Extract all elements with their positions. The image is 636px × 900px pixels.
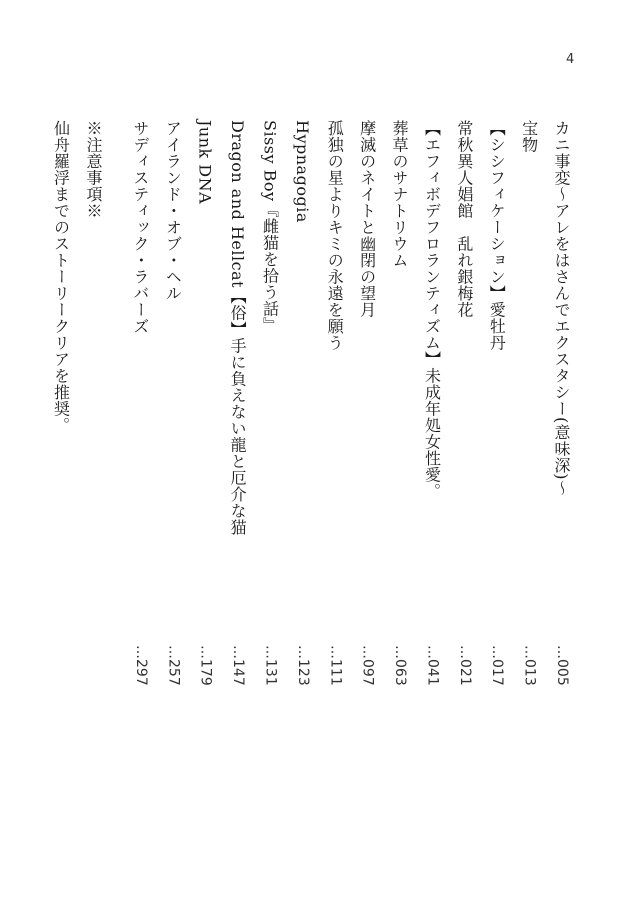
toc-entry-page: …097 — [359, 645, 376, 686]
toc-note-text: ※注意事項※ — [83, 120, 103, 219]
toc-entry — [192, 120, 218, 720]
toc-entry-title: Dragon and Hellcat【俗】手に負えない龍と厄介な猫 — [228, 120, 248, 536]
toc-entry-page: …131 — [262, 645, 279, 686]
toc-entry — [127, 120, 153, 720]
toc-entry-title: 【エフィボデフロランティズム】未成年処女性愛。 — [422, 120, 442, 500]
toc-entry-title: Hypnagogia — [292, 120, 312, 223]
toc-note — [80, 120, 106, 720]
toc-entry-page: …017 — [489, 645, 506, 686]
table-of-contents — [48, 120, 574, 720]
toc-entry-page: …147 — [230, 645, 247, 686]
toc-entry — [516, 120, 542, 720]
toc-entry — [354, 120, 380, 720]
toc-entry-title: Junk DNA — [195, 120, 215, 205]
toc-entry — [386, 120, 412, 720]
toc-entry-page: …123 — [294, 645, 311, 686]
toc-entry-title: 常秋異人娼館 乱れ銀梅花 — [454, 120, 474, 318]
toc-entry-title: サディスティック・ラバーズ — [130, 120, 150, 335]
toc-entry — [257, 120, 283, 720]
spacer — [113, 120, 121, 720]
toc-entry-title: 葬草のサナトリウム — [390, 120, 410, 269]
toc-entry — [419, 120, 445, 720]
toc-entry-title: 孤独の星よりキミの永遠を願う — [325, 120, 345, 351]
toc-entry — [160, 120, 186, 720]
toc-note-text: 仙舟羅浮までのストーリークリアを推奨。 — [51, 120, 71, 434]
toc-entry-page: …013 — [521, 645, 538, 686]
toc-entry — [451, 120, 477, 720]
toc-entry-title: カニ事変〜アレをはさんでエクスタシー(意味深)〜 — [552, 120, 571, 497]
page-number: 4 — [566, 52, 575, 67]
toc-entry-title: 摩滅のネイトと幽閉の望月 — [357, 120, 377, 318]
toc-entry — [483, 120, 509, 720]
toc-entry — [321, 120, 347, 720]
toc-entry-page: …257 — [165, 645, 182, 686]
toc-entry-page: …063 — [392, 645, 409, 686]
toc-entry — [548, 120, 574, 720]
toc-entry-page: …021 — [456, 645, 473, 686]
toc-entry-title: アイランド・オブ・ヘル — [163, 120, 183, 302]
toc-entry-page: …111 — [327, 645, 344, 686]
toc-entry — [289, 120, 315, 720]
toc-note — [48, 120, 74, 720]
toc-entry-page: …179 — [197, 645, 214, 686]
toc-entry-title: Sissy Boy『雌猫を拾う話』 — [260, 120, 280, 334]
toc-entry-title: 宝物 — [519, 120, 539, 153]
toc-entry-page: …041 — [424, 645, 441, 686]
toc-entry — [224, 120, 250, 720]
toc-entry-page: …005 — [554, 645, 570, 686]
toc-entry-page: …297 — [132, 645, 149, 686]
toc-entry-title: 【シシフィケーション】愛牡丹 — [487, 120, 507, 351]
